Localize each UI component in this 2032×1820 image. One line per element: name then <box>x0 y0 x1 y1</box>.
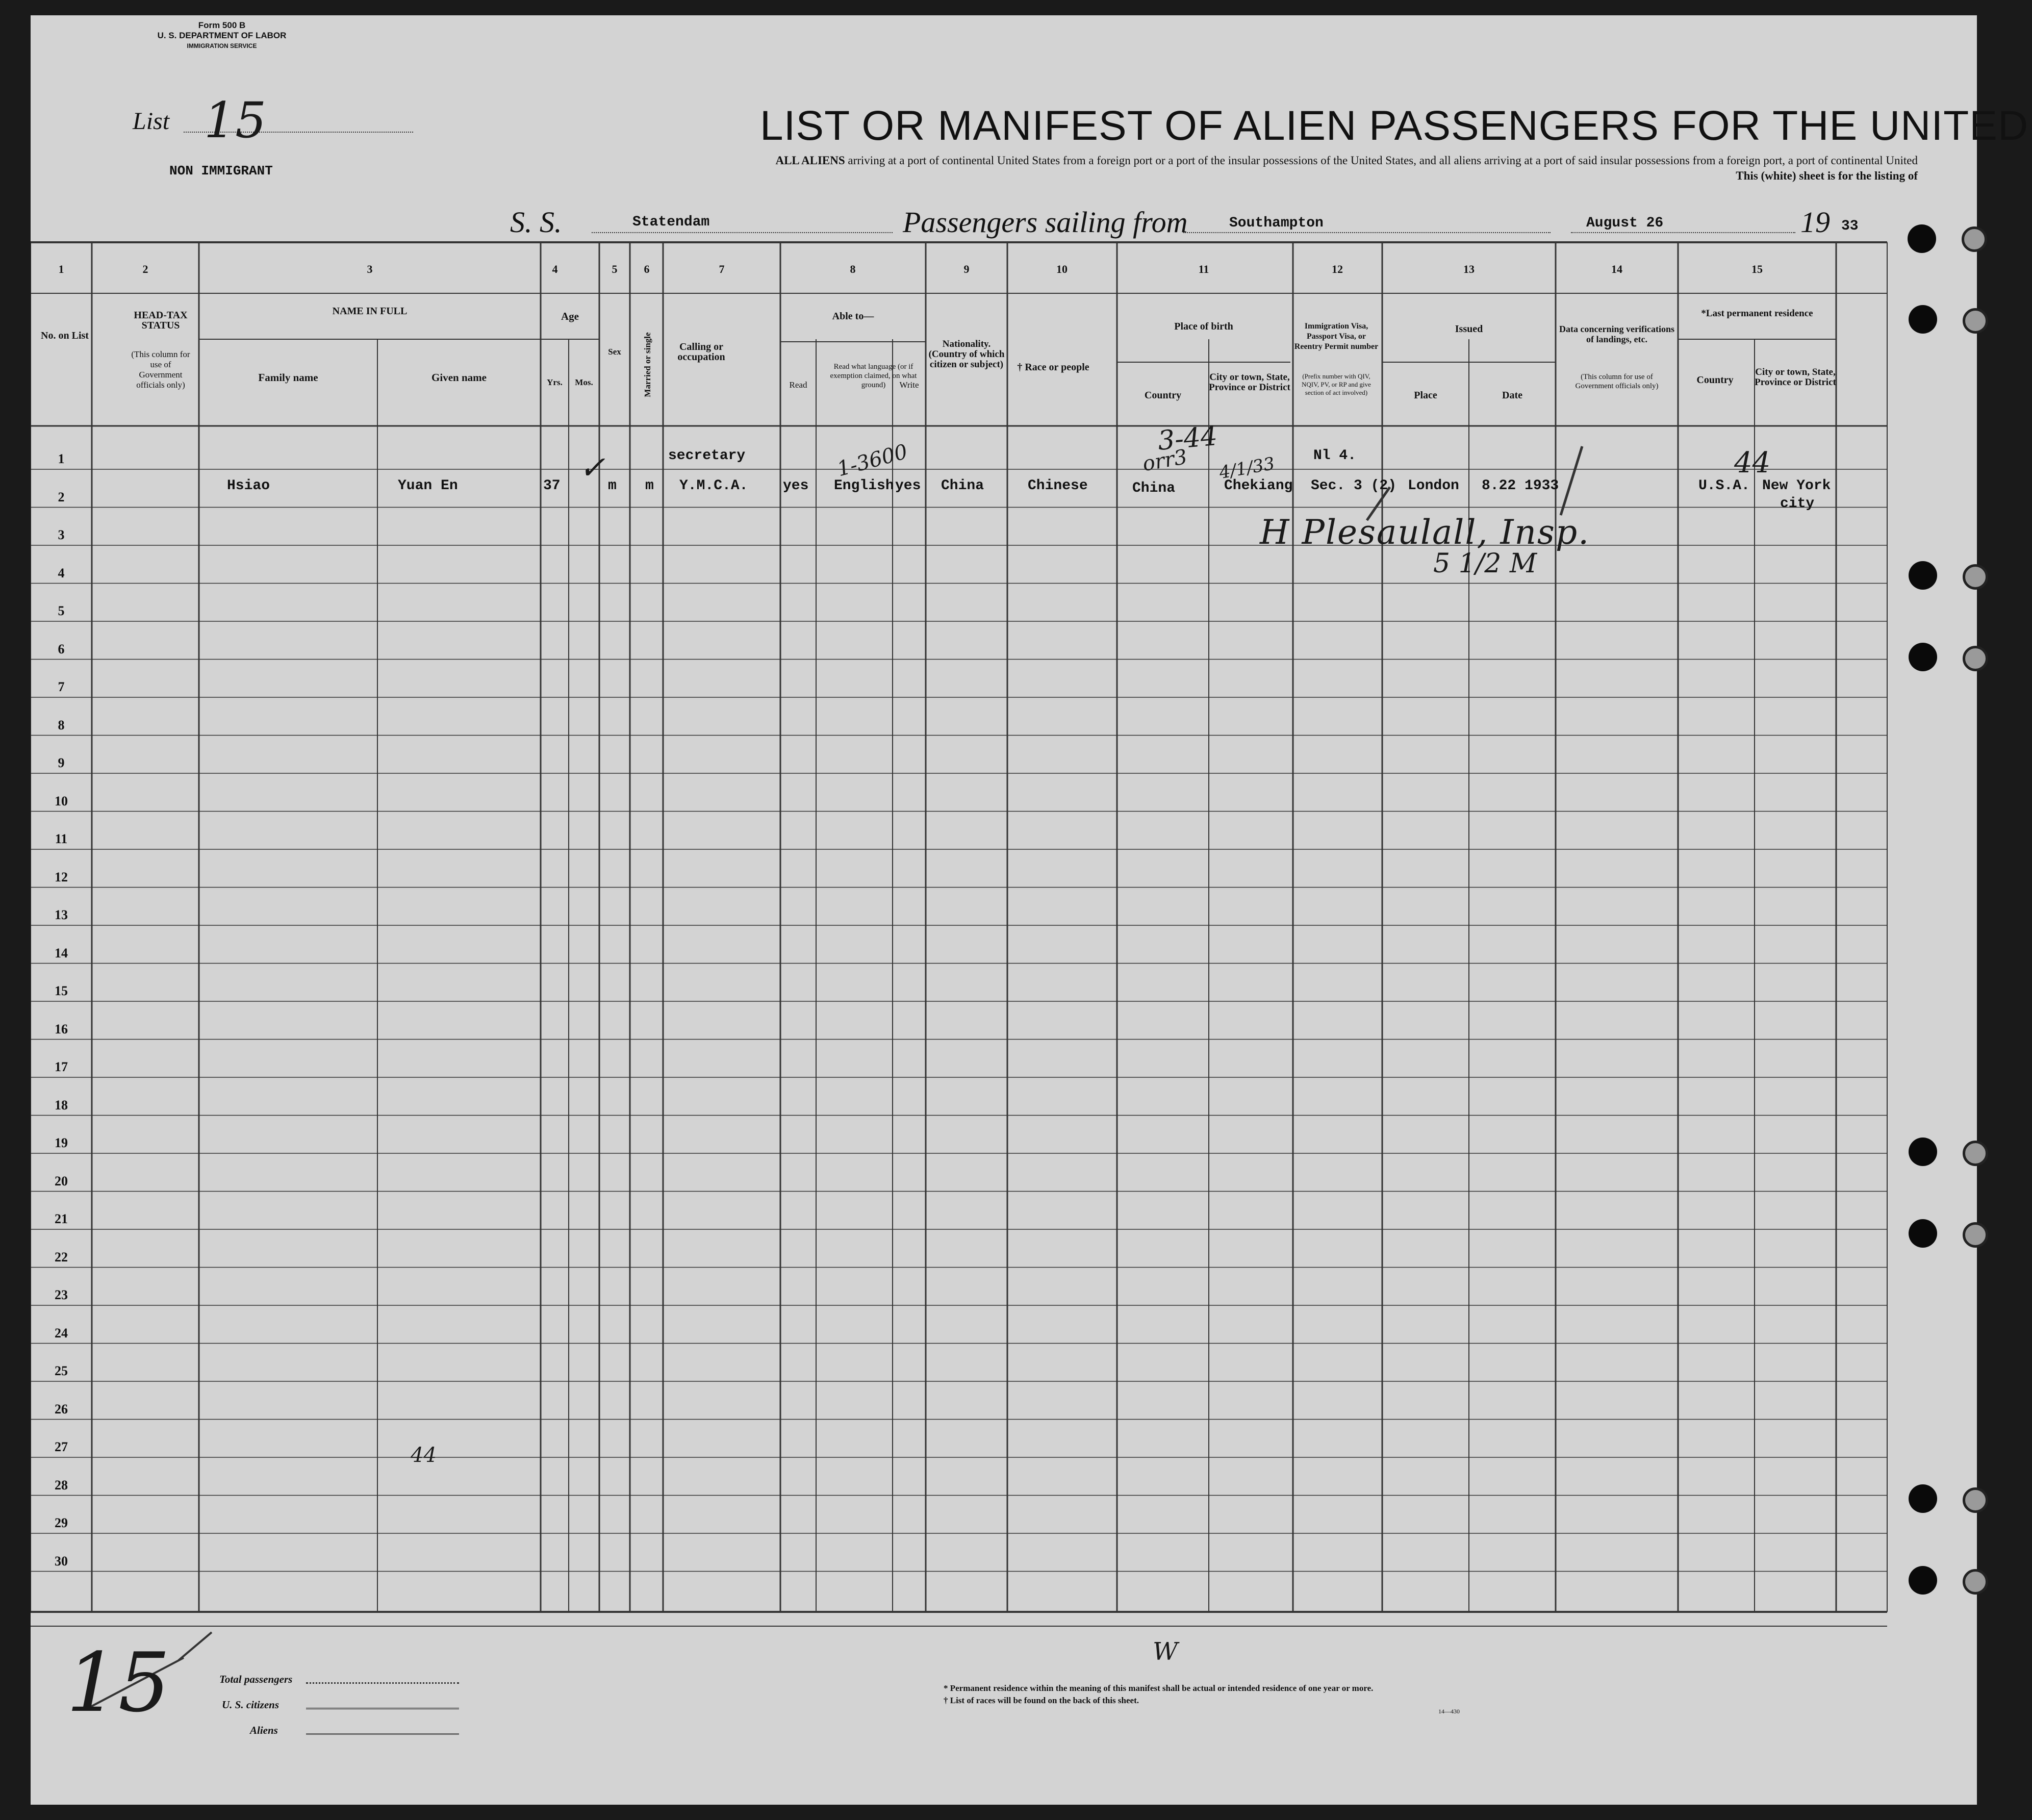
hdr-verifications: Data concerning verifications of landings, etc. <box>1559 324 1674 344</box>
binding-hole <box>1908 224 1936 253</box>
entry-occupation-2: Y.M.C.A. <box>679 478 748 494</box>
column-number: 8 <box>850 263 856 275</box>
hdr-read-lang: Read what language (or if exemption claimed, on what ground) <box>830 363 917 389</box>
column-number: 9 <box>963 263 970 275</box>
sailing-label: Passengers sailing from <box>903 206 1188 239</box>
column-number: 1 <box>58 263 64 275</box>
hdr-birth-country: Country <box>1144 390 1182 401</box>
hdr-mos: Mos. <box>575 377 593 387</box>
hdr-married: Married or single <box>643 332 652 397</box>
row-number: 14 <box>55 945 68 960</box>
entry-family-name: Hsiao <box>227 478 270 494</box>
footer-citizens-label: U. S. citizens <box>222 1699 280 1711</box>
year-prefix: 19 <box>1800 206 1830 239</box>
footer-code: 14—430 <box>1438 1708 1460 1715</box>
hdr-head-tax: HEAD-TAX STATUS <box>134 310 188 331</box>
birth-note-3: 4/1/33 <box>1217 453 1277 484</box>
hdr-issued-place: Place <box>1414 390 1437 401</box>
binding-ring <box>1963 308 1988 334</box>
entry-married: m <box>645 478 654 494</box>
row-number: 16 <box>55 1021 68 1037</box>
hdr-race: † Race or people <box>1017 362 1089 373</box>
row-number: 12 <box>55 869 68 884</box>
binding-hole <box>1909 1566 1937 1595</box>
hdr-last-residence: *Last permanent residence <box>1701 308 1813 319</box>
row-number: 6 <box>58 641 65 656</box>
binding-ring <box>1963 1141 1988 1166</box>
birth-note-2: orr3 <box>1140 445 1189 476</box>
signature-initials: 5 1/2 M <box>1433 548 1537 579</box>
list-number: 15 <box>204 92 267 149</box>
column-number: 13 <box>1463 263 1475 275</box>
subtitle-rest: arriving at a port of continental United States from a foreign port or a port of the insular possessions of the United States, and all aliens arriving at a port of said insular possessions from a foreign port, a port of continental United <box>848 154 1918 167</box>
entry-read: yes <box>783 478 809 494</box>
entry-sex: m <box>608 478 617 494</box>
column-number: 7 <box>719 263 725 275</box>
binding-hole <box>1909 305 1937 334</box>
footer-aliens-label: Aliens <box>250 1724 278 1736</box>
column-number: 3 <box>367 263 373 275</box>
hdr-visa: Immigration Visa, Passport Visa, or Reentry Permit number <box>1294 322 1379 351</box>
row-number: 17 <box>55 1059 68 1074</box>
row-number: 29 <box>55 1515 68 1530</box>
binding-ring <box>1963 564 1988 590</box>
hdr-no-on-list: No. on List <box>41 330 89 341</box>
row-number: 9 <box>58 755 65 770</box>
hdr-lr-city: City or town, State, Province or District <box>1755 367 1836 388</box>
row-number: 28 <box>55 1477 68 1493</box>
entry-occupation-1: secretary <box>668 448 746 464</box>
footer-note-1: * Permanent residence within the meaning of this manifest shall be actual or intended residence of one year or more. <box>944 1683 1374 1693</box>
row-number: 26 <box>55 1401 68 1417</box>
column-number: 4 <box>552 263 558 275</box>
column-number: 11 <box>1198 263 1209 275</box>
hdr-yrs: Yrs. <box>547 377 563 387</box>
ss-label: S. S. <box>510 206 562 239</box>
inspector-signature: H Plesaulall, Insp. <box>1260 513 1590 552</box>
residence-note: 44 <box>1734 446 1771 479</box>
row-number: 22 <box>55 1249 68 1265</box>
binding-hole <box>1909 1219 1937 1248</box>
hdr-sex: Sex <box>608 347 621 357</box>
entry-issued-date: 8.22 1933 <box>1482 478 1559 494</box>
hdr-name-in-full: NAME IN FULL <box>332 306 408 317</box>
row-number: 8 <box>58 717 65 732</box>
hdr-family-name: Family name <box>258 371 318 384</box>
row-number: 13 <box>55 907 68 922</box>
subtitle-bold: ALL ALIENS <box>775 154 845 167</box>
hdr-lr-country: Country <box>1696 374 1734 386</box>
footer-note-2: † List of races will be found on the back of this sheet. <box>944 1696 1139 1705</box>
service: IMMIGRATION SERVICE <box>187 42 257 49</box>
row-number: 1 <box>58 451 65 466</box>
hdr-issued: Issued <box>1455 323 1483 335</box>
hdr-head-tax-note: (This column for use of Government officials only) <box>131 349 190 390</box>
department: U. S. DEPARTMENT OF LABOR <box>157 31 287 40</box>
column-number: 15 <box>1751 263 1763 275</box>
entry-lr-city-1: New York <box>1762 478 1831 494</box>
hdr-calling: Calling or occupation <box>677 341 725 363</box>
binding-hole <box>1909 1138 1937 1166</box>
hdr-issued-date: Date <box>1502 390 1522 401</box>
list-label: List <box>133 108 170 135</box>
binding-ring <box>1962 226 1987 252</box>
row-number: 19 <box>55 1135 68 1150</box>
entry-lr-country: U.S.A. <box>1698 478 1750 494</box>
row-number: 4 <box>58 565 65 580</box>
footer-citizens-line <box>306 1708 459 1709</box>
column-number: 6 <box>644 263 650 275</box>
row27-note: 44 <box>411 1444 437 1467</box>
column-number: 5 <box>612 263 618 275</box>
binding-hole <box>1909 643 1937 671</box>
entry-age: 37 <box>543 478 561 494</box>
hdr-age: Age <box>561 310 579 322</box>
row-number: 15 <box>55 983 68 998</box>
entry-lr-city-2: city <box>1780 496 1815 512</box>
table-grid <box>31 15 2029 1805</box>
column-number: 2 <box>142 263 148 275</box>
entry-visa-1: Nl 4. <box>1313 448 1357 464</box>
entry-given-name: Yuan En <box>398 478 458 494</box>
row-number: 7 <box>58 679 65 694</box>
hdr-write: Write <box>899 380 919 390</box>
row-number: 21 <box>55 1211 68 1226</box>
manifest-sheet <box>31 15 2029 1805</box>
row-number: 10 <box>55 793 68 808</box>
footer-total-line <box>306 1682 459 1684</box>
row-number: 20 <box>55 1173 68 1189</box>
binding-hole <box>1909 561 1937 590</box>
row-number: 5 <box>58 603 65 618</box>
hdr-able-to: Able to— <box>832 311 874 322</box>
column-number: 14 <box>1611 263 1622 275</box>
ship-name: Statendam <box>632 214 710 230</box>
binding-ring <box>1963 646 1988 671</box>
hdr-given-name: Given name <box>431 371 487 384</box>
margin-list-number: 15 <box>66 1635 170 1730</box>
row-number: 2 <box>58 489 65 504</box>
entry-issued-place: London <box>1408 478 1459 494</box>
hdr-verifications-note: (This column for use of Government officials only) <box>1575 373 1659 390</box>
form-number: Form 500 B <box>198 20 246 30</box>
subtitle-line2: This (white) sheet is for the listing of <box>1736 169 1918 182</box>
row-number: 11 <box>55 831 68 846</box>
sailing-date: August 26 <box>1586 215 1664 231</box>
port-name: Southampton <box>1229 215 1324 231</box>
entry-write: yes <box>895 478 921 494</box>
hdr-read: Read <box>789 380 807 390</box>
entry-visa-2: Sec. 3 (2) <box>1311 478 1397 494</box>
row-number: 3 <box>58 527 65 542</box>
row-number: 23 <box>55 1287 68 1302</box>
row-number: 25 <box>55 1363 68 1378</box>
entry-birth-city: Chekiang <box>1224 478 1293 494</box>
bottom-mark: W <box>1153 1637 1178 1666</box>
age-check-mark: ✓ <box>579 449 605 486</box>
row-number: 24 <box>55 1325 68 1341</box>
birth-note-1: 3-44 <box>1156 421 1219 457</box>
column-number: 10 <box>1056 263 1068 275</box>
row-number: 30 <box>55 1553 68 1569</box>
hdr-nationality: Nationality. (Country of which citizen or subject) <box>928 339 1005 370</box>
category-stamp: NON IMMIGRANT <box>169 163 273 179</box>
row-number: 18 <box>55 1097 68 1113</box>
column-number: 12 <box>1332 263 1343 275</box>
entry-race: Chinese <box>1028 478 1088 494</box>
binding-ring <box>1963 1487 1988 1513</box>
page-title: LIST OR MANIFEST OF ALIEN PASSENGERS FOR THE UNITED <box>760 103 2029 149</box>
footer-total-label: Total passengers <box>219 1673 293 1685</box>
entry-birth-country: China <box>1132 481 1176 496</box>
footer-aliens-line <box>306 1733 459 1735</box>
entry-language: English <box>834 478 894 494</box>
binding-ring <box>1963 1569 1988 1595</box>
year-suffix: 33 <box>1841 218 1859 234</box>
entry-nationality: China <box>941 478 984 494</box>
row-number: 27 <box>55 1439 68 1454</box>
hdr-place-of-birth: Place of birth <box>1174 321 1233 332</box>
language-note: 1-3600 <box>834 440 910 482</box>
binding-ring <box>1963 1222 1988 1248</box>
binding-hole <box>1909 1484 1937 1513</box>
hdr-visa-note: (Prefix number with QIV, NQIV, PV, or RP and give section of act involved) <box>1302 372 1371 396</box>
hdr-birth-city: City or town, State, Province or District <box>1209 372 1290 393</box>
